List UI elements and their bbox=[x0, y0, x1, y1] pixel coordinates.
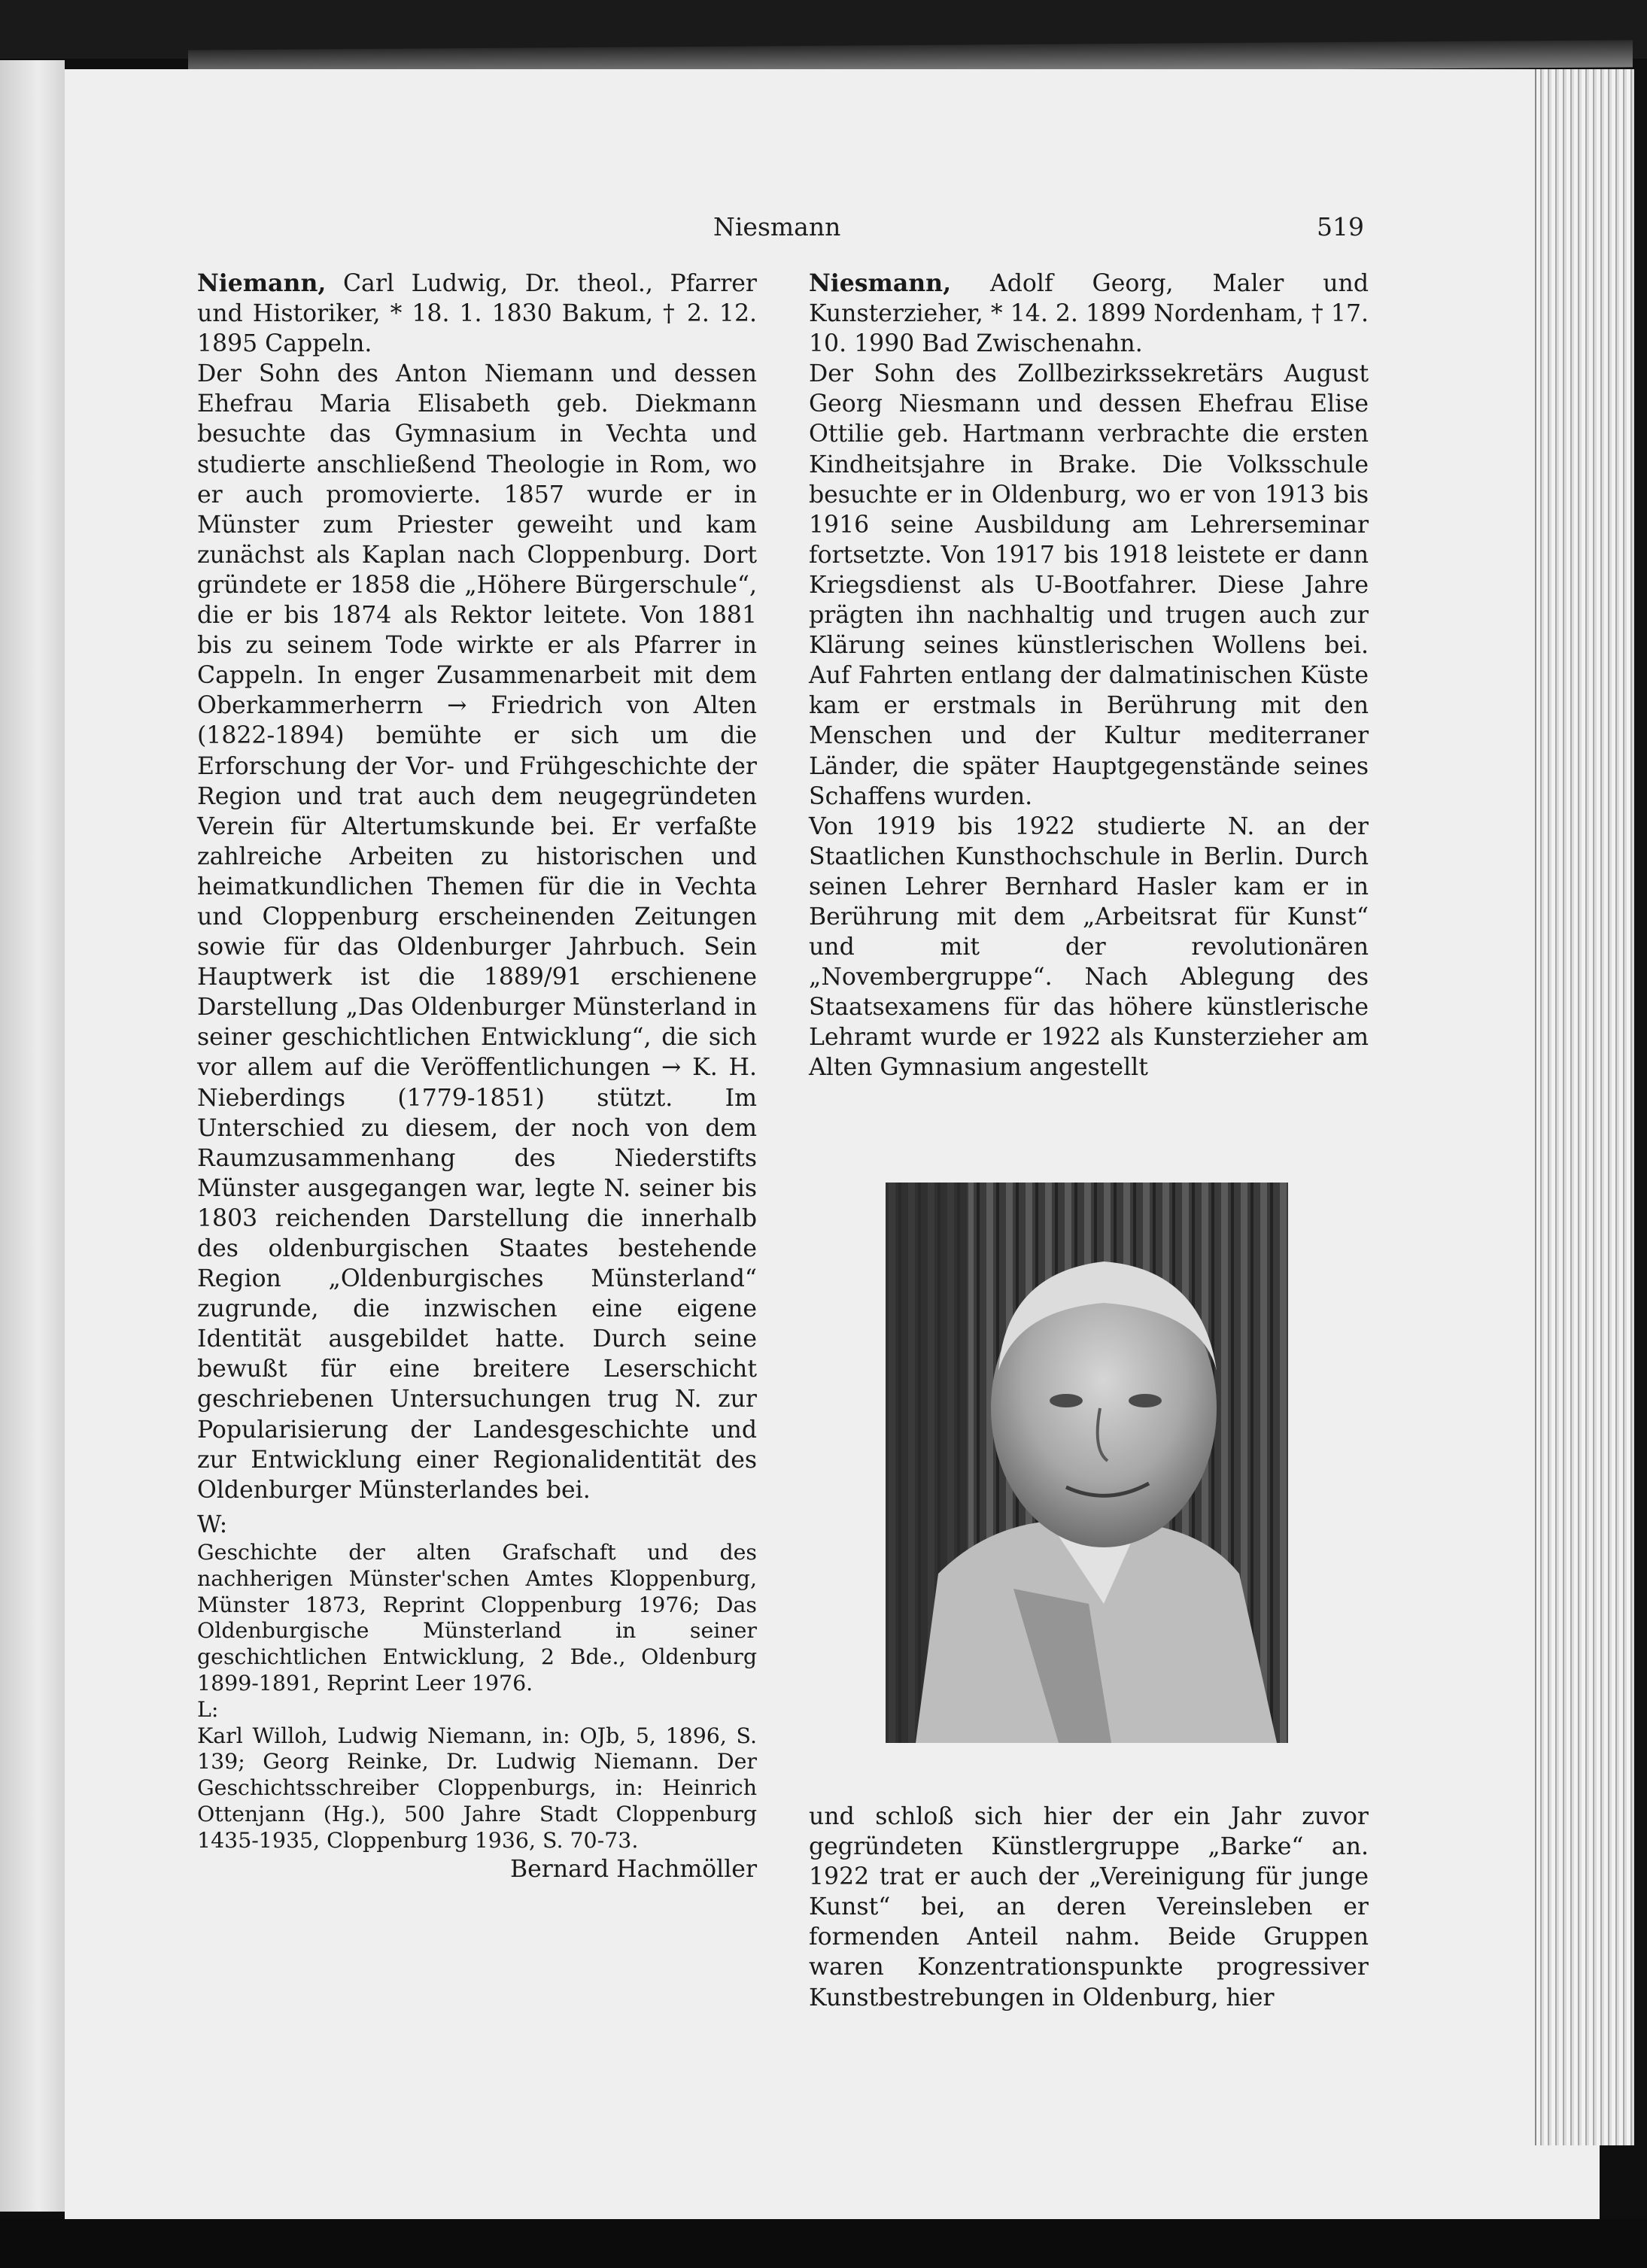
works-label: W: bbox=[197, 1510, 228, 1538]
lemma-heading: Niesmann, bbox=[809, 269, 952, 297]
scan-bottom-band bbox=[0, 2219, 1647, 2268]
portrait-photo bbox=[886, 1183, 1288, 1743]
article-body: Der Sohn des Anton Niemann und dessen Ehefrau Maria Elisabeth geb. Diekmann besuchte das Gymnasium in Vechta und studierte anschließend Theologie in Rom, wo er auch promovierte. 1857 wurde er in Münster zum Priester geweiht und kam zunächst als Kaplan nach Cloppenburg. Dort gründete er 1858 die „Höhere Bürgerschule“, die er bis 1874 als Rektor leitete. Von 1881 bis zu seinem Tode wirkte er als Pfarrer in Cappeln. In enger Zusammenarbeit mit dem Oberkammerherrn → Friedrich von Alten (1822-1894) bemühte er sich um die Erforschung der Vor- und Frühgeschichte der Region und trat auch dem neugegründeten Verein für Altertumskunde bei. Er verfaßte zahlreiche Arbeiten zu historischen und heimatkundlichen Themen für die in Vechta und Cloppenburg erscheinenden Zeitungen sowie für das Oldenburger Jahrbuch. Sein Hauptwerk ist die 1889/91 erschienene Darstellung „Das Oldenburger Münsterland in seiner geschichtlichen Entwicklung“, die sich vor allem auf die Veröffentlichungen → K. H. Nieberdings (1779-1851) stützt. Im Unterschied zu diesem, der noch von dem Raumzusammenhang des Niederstifts Münster ausgegangen war, legte N. seiner bis 1803 reichenden Darstellung die innerhalb des oldenburgischen Staates bestehende Region „Oldenburgisches Münsterland“ zugrunde, die inzwischen eine eigene Identität ausgebildet hatte. Durch seine bewußt für eine breitere Leserschicht geschriebenen Untersuchungen trug N. zur Popularisierung der Landesgeschichte und zur Entwicklung einer Regionalidentität des Oldenburger Münsterlandes bei. bbox=[197, 360, 757, 1504]
article-paragraph: Der Sohn des Zollbezirkssekretärs August Georg Niesmann und dessen Ehefrau Elise Ottilie geb. Hartmann verbrachte die ersten Kindheitsjahre in Brake. Die Volksschule besuchte er in Oldenburg, wo er von 1913 bis 1916 seine Ausbildung am Lehrerseminar fortsetzte. Von 1917 bis 1918 leistete er dann Kriegsdienst als U-Bootfahrer. Diese Jahre prägten ihn nachhaltig und trugen auch zur Klärung seines künstlerischen Wollens bei. Auf Fahrten entlang der dalmatinischen Küste kam er erstmals in Berührung mit den Menschen und der Kultur mediterraner Länder, die später Hauptgegenstände seines Schaffens wurden. bbox=[809, 360, 1369, 810]
biographical-dates: Adolf Georg, Maler und Kunsterzieher, * 14. 2. 1899 Nordenham, † 17. 10. 1990 Bad Zwischenahn. bbox=[809, 270, 1369, 358]
works-list: Geschichte der alten Grafschaft und des nachherigen Münster'schen Amtes Kloppenburg, Münster 1873, Reprint Cloppenburg 1976; Das Oldenburgische Münsterland in seiner geschichtlichen Entwicklung, 2 Bde., Oldenburg 1899-1891, Reprint Leer 1976. bbox=[197, 1539, 757, 1696]
article-paragraph: Von 1919 bis 1922 studierte N. an der Staatlichen Kunsthochschule in Berlin. Durch seinen Lehrer Bernhard Hasler kam er in Berührung mit dem „Arbeitsrat für Kunst“ und mit der revolutionären „Novembergruppe“. Nach Ablegung des Staatsexamens für das höhere künstlerische Lehramt wurde er 1922 als Kunsterzieher am Alten Gymnasium angestellt bbox=[809, 812, 1369, 1082]
running-head: Niesmann bbox=[713, 212, 841, 241]
lemma-heading: Niemann, bbox=[197, 269, 327, 297]
article-niemann bbox=[197, 269, 757, 1884]
facing-page-edge bbox=[0, 60, 65, 2212]
article-paragraph: und schloß sich hier der ein Jahr zuvor gegründeten Künstlergruppe „Barke“ an. 1922 trat er auch der „Vereinigung für junge Kunst“ bei, an deren Vereinsleben er formenden Anteil nahm. Beide Gruppen waren Konzentrationspunkte progressiver Kunstbestrebungen in Oldenburg, hier bbox=[809, 1803, 1369, 2011]
literature-list: Karl Willoh, Ludwig Niemann, in: OJb, 5, 1896, S. 139; Georg Reinke, Dr. Ludwig Niemann. Der Geschichtsschreiber Cloppenburgs, in: Heinrich Ottenjann (Hg.), 500 Jahre Stadt Cloppenburg 1435-1935, Cloppenburg 1936, S. 70-73. bbox=[197, 1723, 757, 1853]
article-niesmann bbox=[809, 269, 1369, 1083]
article-opening bbox=[197, 269, 757, 359]
page-stack-edges bbox=[1535, 69, 1634, 2145]
article-niesmann-continuation bbox=[809, 1802, 1369, 2013]
page-number: 519 bbox=[1317, 212, 1364, 241]
biographical-dates: Carl Ludwig, Dr. theol., Pfarrer und Historiker, * 18. 1. 1830 Bakum, † 2. 12. 1895 Cappeln. bbox=[197, 270, 757, 358]
article-opening bbox=[809, 269, 1369, 359]
article-author: Bernard Hachmöller bbox=[509, 1855, 757, 1883]
literature-label: L: bbox=[197, 1696, 219, 1722]
